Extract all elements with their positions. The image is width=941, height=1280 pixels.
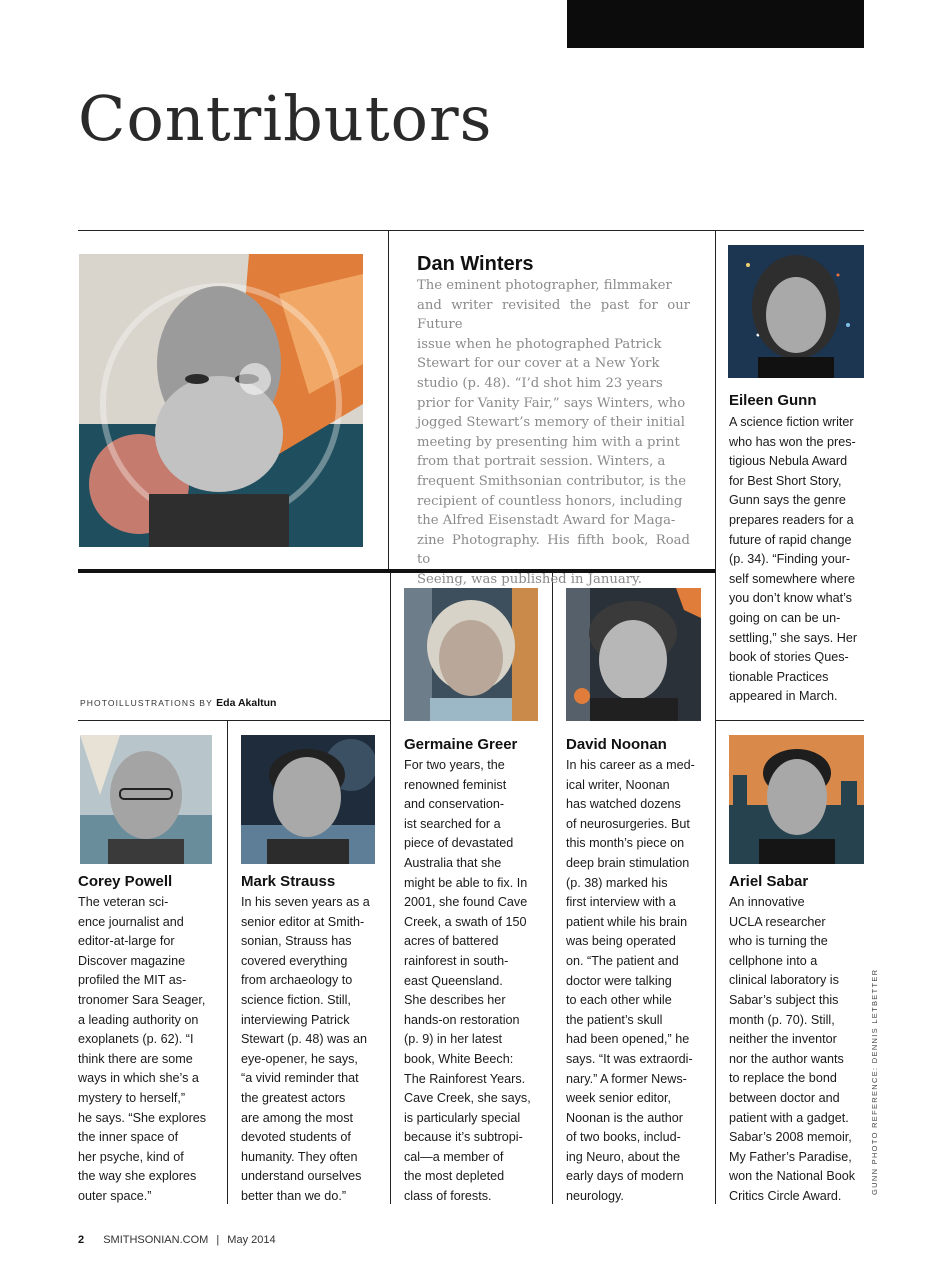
footer-date: May 2014: [227, 1234, 276, 1246]
divider-powell-strauss: [227, 720, 228, 1204]
bio-line: patient while his brain: [566, 914, 688, 929]
mark-strauss-portrait: [241, 735, 375, 864]
bio-line: month (p. 70). Still,: [729, 1012, 835, 1027]
bio-line: Cave Creek, she says,: [404, 1091, 531, 1106]
bio-line: Sabar’s subject this: [729, 992, 839, 1007]
bio-line: for Best Short Story,: [729, 473, 842, 488]
footer-site: SMITHSONIAN.COM: [103, 1234, 209, 1246]
bio-line: first interview with a: [566, 895, 676, 910]
bio-line: meeting by presenting him with a print: [417, 434, 680, 450]
bio-line: 2001, she found Cave: [404, 895, 528, 910]
bio-line: the Alfred Eisenstadt Award for Maga-: [417, 513, 676, 529]
bio-line: patient with a gadget.: [729, 1110, 849, 1125]
ariel-sabar-name: Ariel Sabar: [729, 873, 809, 890]
page-footer: [78, 1234, 276, 1246]
page-number: 2: [78, 1234, 85, 1246]
bio-line: is particularly special: [404, 1110, 521, 1125]
bio-line: who is turning the: [729, 934, 828, 949]
bio-line: to replace the bond: [729, 1071, 837, 1086]
bio-line: understand ourselves: [241, 1169, 362, 1184]
bio-line: senior editor at Smith-: [241, 914, 365, 929]
divider-dan-left: [388, 230, 389, 570]
bio-line: to each other while: [566, 993, 672, 1008]
bio-line: jogged Stewart’s memory of their initial: [417, 415, 685, 431]
bio-line: going on can be un-: [729, 610, 841, 625]
photo-credit-name: Eda Akaltun: [216, 697, 277, 709]
bio-line: better than we do.”: [241, 1188, 347, 1203]
bio-line: from archaeology to: [241, 973, 353, 988]
david-noonan-bio: [566, 756, 708, 1207]
bio-line: eye-opener, he says,: [241, 1051, 358, 1066]
dan-winters-portrait: [79, 254, 363, 547]
bio-line: the way she explores: [78, 1169, 197, 1184]
bio-line: covered everything: [241, 953, 348, 968]
bio-line: deep brain stimulation: [566, 855, 690, 870]
bio-line: For two years, the: [404, 758, 505, 772]
divider-gunn-left: [715, 230, 716, 720]
bio-line: rainforest in south-: [404, 953, 509, 968]
bio-line: think there are some: [78, 1051, 193, 1066]
bio-line: had been opened,” he: [566, 1032, 690, 1047]
bio-line: doctor were talking: [566, 973, 672, 988]
bio-line: Sabar’s 2008 memoir,: [729, 1130, 852, 1145]
bio-line: ist searched for a: [404, 816, 501, 831]
bio-line: Creek, a swath of 150: [404, 914, 527, 929]
germaine-greer-portrait: [404, 588, 538, 721]
divider-greer-noonan: [552, 573, 553, 1204]
bio-line: hands-on restoration: [404, 1012, 520, 1027]
bio-line: renowned feminist: [404, 777, 507, 792]
bio-line: who has won the pres-: [729, 434, 856, 449]
dan-winters-bio: [417, 276, 690, 590]
bio-line: profiled the MIT as-: [78, 973, 187, 988]
bio-line: and conservation-: [404, 797, 505, 812]
bio-line: My Father’s Paradise,: [729, 1149, 852, 1164]
corey-powell-name: Corey Powell: [78, 873, 173, 890]
bio-line: of neurosurgeries. But: [566, 816, 690, 831]
bio-line: frequent Smithsonian contributor, is the: [417, 473, 687, 489]
page-title: Contributors: [78, 82, 493, 155]
bio-line: UCLA researcher: [729, 914, 826, 929]
bio-line: exoplanets (p. 62). “I: [78, 1032, 194, 1047]
bio-line: sonian, Strauss has: [241, 934, 352, 949]
bio-line: mystery to herself,”: [78, 1090, 186, 1105]
bio-line: ways in which she’s a: [78, 1071, 199, 1086]
bio-line: nary.” A former News-: [566, 1071, 687, 1086]
bio-line: Stewart (p. 48) was an: [241, 1032, 367, 1047]
bio-line: the inner space of: [78, 1130, 179, 1145]
bio-line: tigious Nebula Award: [729, 454, 848, 469]
bio-line: from that portrait session. Winters, a: [417, 454, 666, 470]
footer-separator: |: [216, 1234, 220, 1246]
bio-line: devoted students of: [241, 1130, 351, 1145]
bio-line: early days of modern: [566, 1169, 684, 1184]
bio-line: appeared in March.: [729, 689, 838, 704]
bio-line: editor-at-large for: [78, 934, 175, 949]
bio-line: science fiction. Still,: [241, 992, 351, 1007]
bio-line: you don’t know what’s: [729, 591, 852, 606]
bio-line: interviewing Patrick: [241, 1012, 350, 1027]
bio-line: are among the most: [241, 1110, 354, 1125]
bio-line: of two books, includ-: [566, 1130, 681, 1145]
ariel-sabar-portrait: [729, 735, 864, 864]
bio-line: the patient’s skull: [566, 1012, 663, 1027]
photo-credit: [80, 697, 276, 709]
bio-line: class of forests.: [404, 1189, 492, 1204]
bio-line: ical writer, Noonan: [566, 777, 670, 792]
bio-line: was being operated: [566, 934, 676, 949]
bio-line: might be able to fix. In: [404, 875, 528, 890]
bio-line: he says. “She explores: [78, 1110, 207, 1125]
bio-line: neither the inventor: [729, 1032, 837, 1047]
bio-line: A science fiction writer: [729, 415, 854, 429]
bio-line: settling,” she says. Her: [729, 630, 858, 645]
bio-line: book of stories Ques-: [729, 650, 849, 665]
bio-line: In his seven years as a: [241, 895, 370, 909]
lower-right-rule: [715, 720, 864, 721]
david-noonan-name: David Noonan: [566, 736, 667, 753]
bio-line: her psyche, kind of: [78, 1149, 184, 1164]
bio-line: humanity. They often: [241, 1149, 358, 1164]
bio-line: acres of battered: [404, 934, 499, 949]
bio-line: Critics Circle Award.: [729, 1188, 842, 1203]
bio-line: Seeing, was published in January.: [417, 571, 642, 587]
divider-noonan-sabar: [715, 720, 716, 1204]
eileen-gunn-bio: [729, 413, 864, 707]
bio-line: ence journalist and: [78, 914, 184, 929]
bio-line: An innovative: [729, 895, 805, 909]
header-black-bar: [567, 0, 864, 48]
bio-line: because it’s subtropi-: [404, 1130, 523, 1145]
side-photo-credit: GUNN PHOTO REFERENCE: DENNIS LETBETTER: [870, 968, 879, 1195]
bio-line: In his career as a med-: [566, 758, 695, 772]
bio-line: The Rainforest Years.: [404, 1071, 526, 1086]
bio-line: Stewart for our cover at a New York: [417, 356, 660, 372]
germaine-greer-bio: [404, 756, 544, 1207]
bio-line: won the National Book: [729, 1169, 856, 1184]
bio-line: book, White Beech:: [404, 1051, 514, 1066]
bio-line: on. “The patient and: [566, 953, 679, 968]
mark-strauss-name: Mark Strauss: [241, 873, 336, 890]
bio-line: ing Neuro, about the: [566, 1149, 681, 1164]
eileen-gunn-name: Eileen Gunn: [729, 392, 817, 409]
corey-powell-bio: [78, 893, 223, 1207]
bio-line: Australia that she: [404, 855, 502, 870]
bio-line: cal—a member of: [404, 1149, 504, 1164]
bio-line: studio (p. 48). “I’d shot him 23 years: [417, 375, 663, 391]
bio-line: zine Photography. His fifth book, Road to: [417, 532, 690, 568]
corey-powell-portrait: [80, 735, 212, 864]
bio-line: cellphone into a: [729, 953, 818, 968]
bio-line: Gunn says the genre: [729, 493, 846, 508]
bio-line: future of rapid change: [729, 532, 852, 547]
bio-line: prior for Vanity Fair,” says Winters, who: [417, 395, 686, 411]
bio-line: this month’s piece on: [566, 836, 685, 851]
photo-credit-prefix: PHOTOILLUSTRATIONS BY: [80, 698, 213, 708]
bio-line: self somewhere where: [729, 571, 855, 586]
bio-line: neurology.: [566, 1189, 624, 1204]
bio-line: issue when he photographed Patrick: [417, 336, 662, 352]
bio-line: Noonan is the author: [566, 1110, 683, 1125]
bio-line: The eminent photographer, filmmaker: [417, 278, 672, 293]
bio-line: “a vivid reminder that: [241, 1071, 359, 1086]
bio-line: tronomer Sara Seager,: [78, 992, 206, 1007]
bio-line: The veteran sci-: [78, 895, 169, 909]
bio-line: nor the author wants: [729, 1051, 844, 1066]
bio-line: week senior editor,: [566, 1091, 672, 1106]
bio-line: (p. 38) marked his: [566, 875, 668, 890]
david-noonan-portrait: [566, 588, 701, 721]
bio-line: piece of devastated: [404, 836, 514, 851]
germaine-greer-name: Germaine Greer: [404, 736, 518, 753]
bio-line: (p. 34). “Finding your-: [729, 552, 851, 567]
eileen-gunn-portrait: [728, 245, 864, 378]
bio-line: the greatest actors: [241, 1090, 346, 1105]
bio-line: the most depleted: [404, 1169, 505, 1184]
bio-line: a leading authority on: [78, 1012, 199, 1027]
bio-line: has watched dozens: [566, 797, 681, 812]
mark-strauss-bio: [241, 893, 386, 1207]
lower-left-rule: [78, 720, 390, 721]
bio-line: clinical laboratory is: [729, 973, 839, 988]
divider-strauss-greer: [390, 573, 391, 1204]
bio-line: Discover magazine: [78, 953, 186, 968]
bio-line: She describes her: [404, 993, 506, 1008]
bio-line: and writer revisited the past for our Future: [417, 297, 690, 333]
bio-line: east Queensland.: [404, 973, 503, 988]
bio-line: between doctor and: [729, 1090, 840, 1105]
bio-line: (p. 9) in her latest: [404, 1032, 502, 1047]
bio-line: tionable Practices: [729, 669, 829, 684]
ariel-sabar-bio: [729, 893, 869, 1207]
dan-winters-name: Dan Winters: [417, 253, 534, 275]
top-rule: [78, 230, 864, 231]
bio-line: recipient of countless honors, including: [417, 493, 683, 509]
bio-line: prepares readers for a: [729, 512, 854, 527]
bio-line: says. “It was extraordi-: [566, 1051, 693, 1066]
bio-line: outer space.”: [78, 1188, 152, 1203]
